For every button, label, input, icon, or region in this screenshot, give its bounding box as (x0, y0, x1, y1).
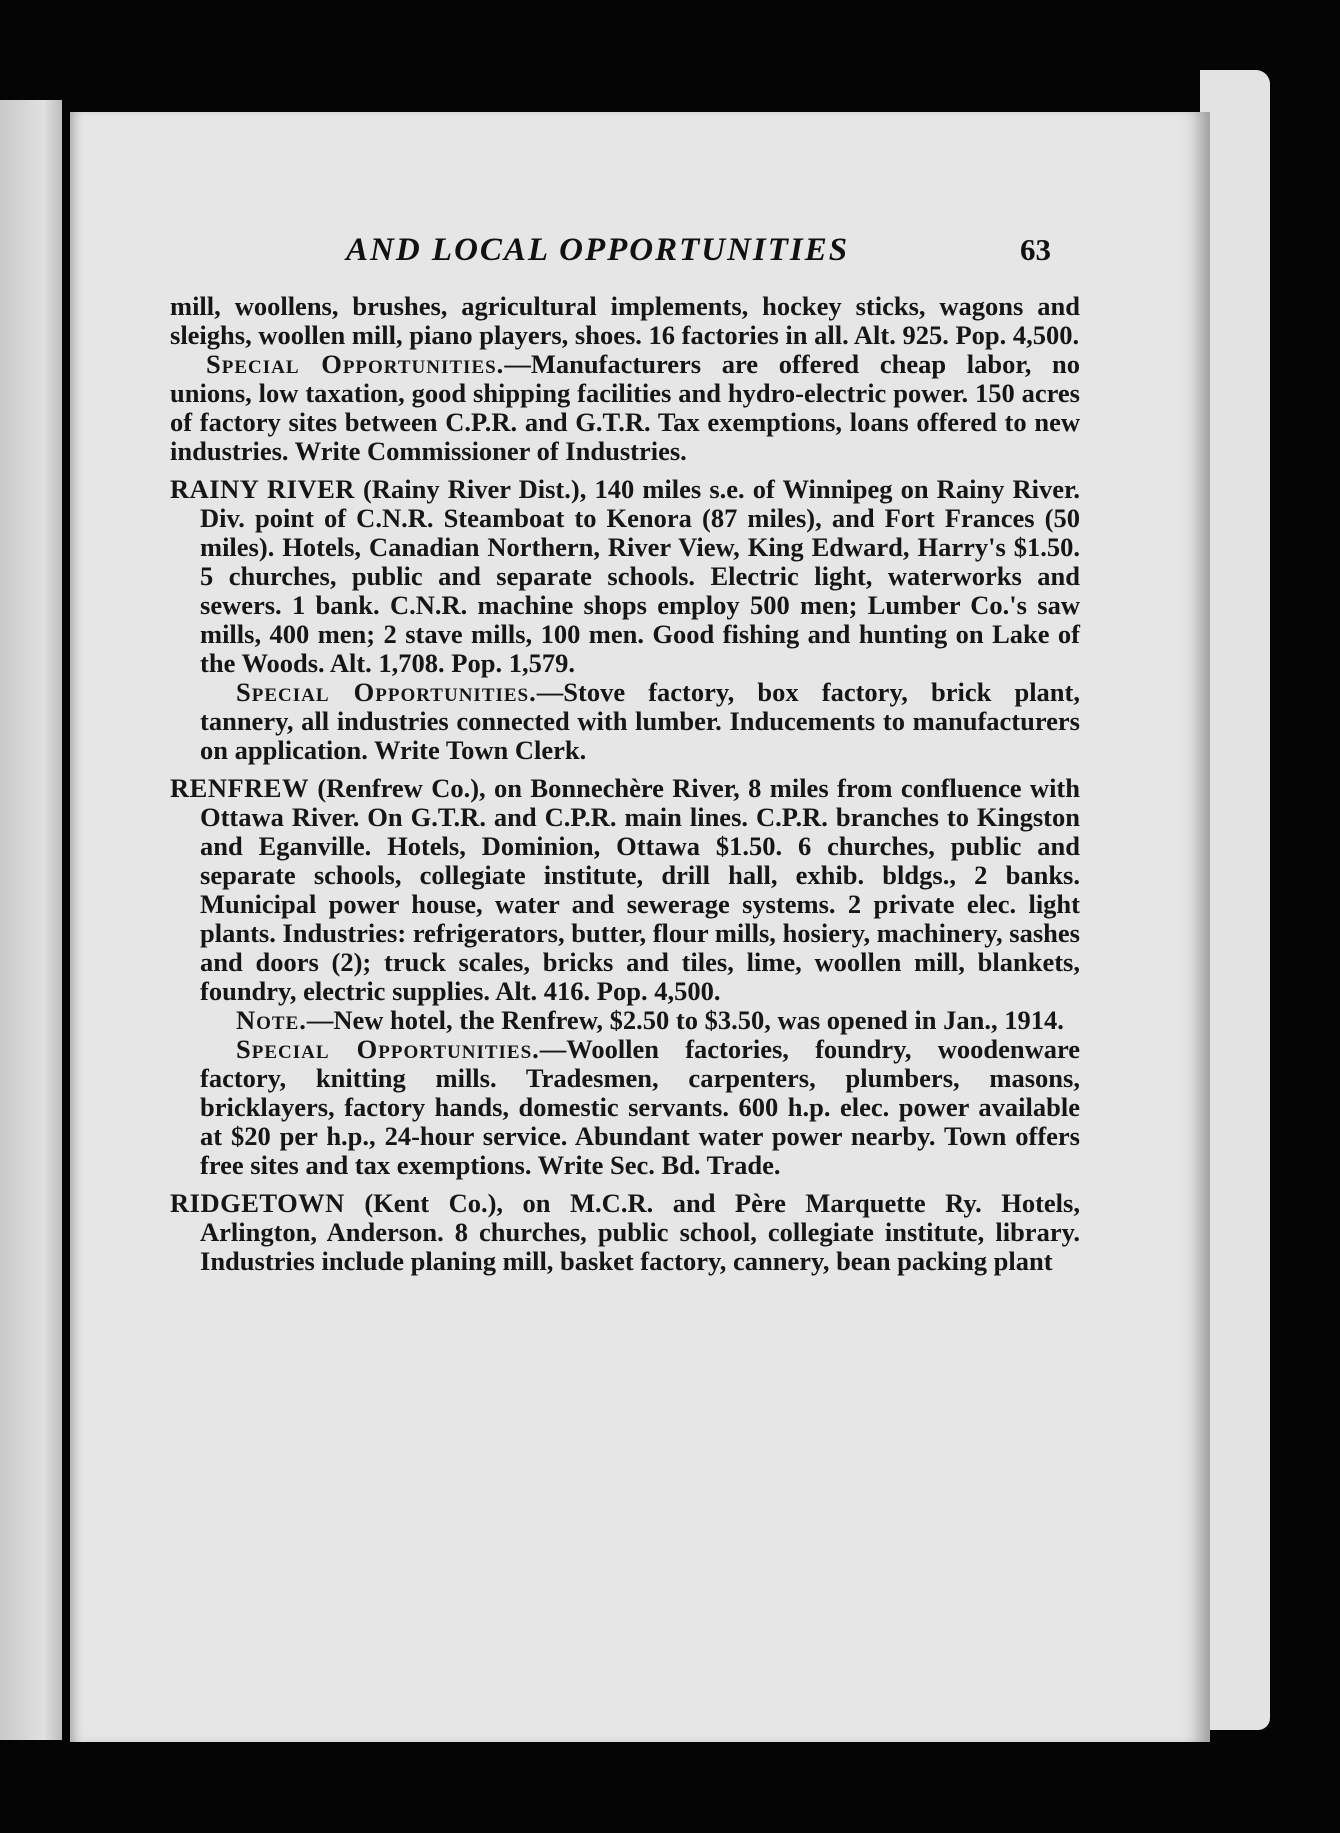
entry-rainy-river (170, 475, 1080, 678)
entry-name: RENFREW (170, 773, 309, 803)
paragraph-lead: Special Opportunities. (236, 1034, 540, 1064)
entry-name: RIDGETOWN (170, 1188, 345, 1218)
book-page (70, 112, 1210, 1742)
page-number: 63 (1020, 232, 1051, 267)
paragraph-text: —Stove factory, box factory, brick plant, tannery, all industries connected with lumber. Inducements to manufacturers on application. Write Town Clerk. (200, 677, 1080, 765)
running-head: AND LOCAL OPPORTUNITIES (346, 232, 850, 268)
paragraph-text: —Woollen factories, foundry, woodenware factory, knitting mills. Tradesmen, carpenters, plumbers, masons, bricklayers, factory hands, domestic servants. 600 h.p. elec. power available at $20 per h.p., 24-hour service. Abundant water power nearby. Town offers free sites and tax exemptions. Write Sec. Bd. Trade. (200, 1034, 1080, 1180)
facing-page-edge (0, 100, 62, 1740)
entry-text: (Renfrew Co.), on Bonnechère River, 8 miles from confluence with Ottawa River. On G.T.R. and C.P.R. main lines. C.P.R. branches to Kingston and Eganville. Hotels, Dominion, Ottawa $1.50. 6 churches, public and separate schools, collegiate institute, drill hall, exhib. bldgs., 2 banks. Municipal power house, water and sewerage systems. 2 private elec. light plants. Industries: refrigerators, butter, flour mills, hosiery, machinery, sashes and doors (2); truck scales, bricks and tiles, lime, woollen mill, blankets, foundry, electric supplies. Alt. 416. Pop. 4,500. (200, 773, 1080, 1006)
special-opportunities-paragraph (170, 678, 1080, 765)
body-text (170, 292, 1080, 1276)
paragraph-text: —Manufacturers are offered cheap labor, no unions, low taxation, good shipping facilities and hydro-electric power. 150 acres of factory sites between C.P.R. and G.T.R. Tax exemptions, loans offered to new industries. Write Commissioner of Industries. (170, 349, 1081, 466)
paragraph-text: —New hotel, the Renfrew, $2.50 to $3.50, was opened in Jan., 1914. (306, 1005, 1064, 1035)
page-curl-shadow (1200, 70, 1270, 1730)
paragraph-lead: Note. (236, 1005, 307, 1035)
entry-name: RAINY RIVER (170, 474, 355, 504)
paragraph-continued (170, 292, 1080, 350)
paragraph-lead: Special Opportunities. (206, 349, 505, 379)
special-opportunities-paragraph (170, 350, 1080, 466)
entry-text: (Kent Co.), on M.C.R. and Père Marquette Ry. Hotels, Arlington, Anderson. 8 churches, public school, collegiate institute, library. Industries include planing mill, basket factory, cannery, bean packing plant (200, 1188, 1080, 1276)
note-paragraph (170, 1006, 1080, 1035)
paragraph-text: mill, woollens, brushes, agricultural implements, hockey sticks, wagons and sleighs, woollen mill, piano players, shoes. 16 factories in all. Alt. 925. Pop. 4,500. (170, 291, 1080, 350)
paragraph-lead: Special Opportunities. (236, 677, 537, 707)
page-header (70, 232, 1070, 272)
entry-text: (Rainy River Dist.), 140 miles s.e. of Winnipeg on Rainy River. Div. point of C.N.R. Steamboat to Kenora (87 miles), and Fort Frances (50 miles). Hotels, Canadian Northern, River View, King Edward, Harry's $1.50. 5 churches, public and separate schools. Electric light, waterworks and sewers. 1 bank. C.N.R. machine shops employ 500 men; Lumber Co.'s saw mills, 400 men; 2 stave mills, 100 men. Good fishing and hunting on Lake of the Woods. Alt. 1,708. Pop. 1,579. (200, 474, 1081, 678)
special-opportunities-paragraph (170, 1035, 1080, 1180)
entry-renfrew (170, 774, 1080, 1006)
entry-ridgetown (170, 1189, 1080, 1276)
